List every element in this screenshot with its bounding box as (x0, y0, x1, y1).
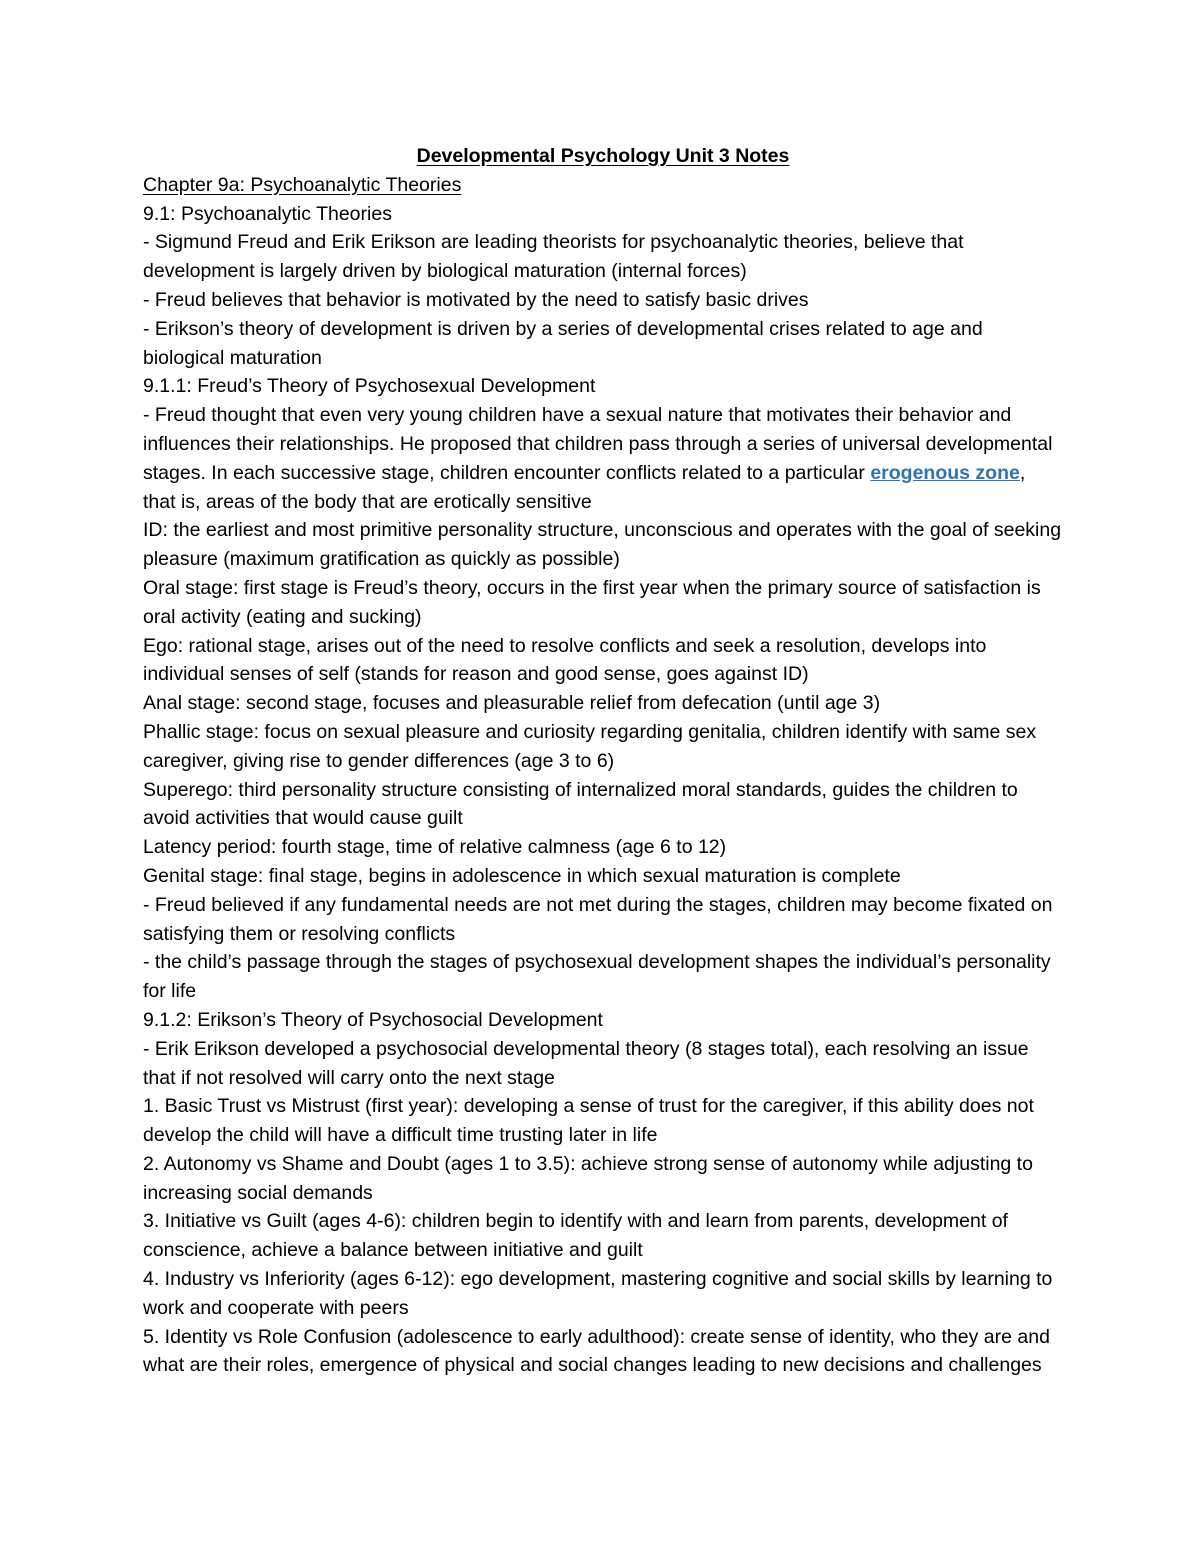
list-item: 5. Identity vs Role Confusion (adolescence to early adulthood): create sense of identity, who they are and what are their roles, emergence of physical and social changes leading to new decisions and challenges (143, 1325, 1050, 1377)
paragraph: - Freud believed if any fundamental needs are not met during the stages, children may become fixated on satisfying them or resolving conflicts (143, 893, 1053, 945)
paragraph: Genital stage: final stage, begins in adolescence in which sexual maturation is complete (143, 864, 901, 887)
paragraph: - Erikson’s theory of development is driven by a series of developmental crises related to age and biological maturation (143, 317, 983, 369)
list-item: 1. Basic Trust vs Mistrust (first year): developing a sense of trust for the caregiver, if this ability does not develop the child will have a difficult time trusting later in life (143, 1095, 1034, 1147)
chapter-heading: Chapter 9a: Psychoanalytic Theories (143, 173, 462, 196)
section-heading: 9.1.2: Erikson’s Theory of Psychosocial Development (143, 1008, 603, 1031)
paragraph: Phallic stage: focus on sexual pleasure and curiosity regarding genitalia, children identify with same sex caregiver, giving rise to gender differences (age 3 to 6) (143, 720, 1037, 772)
paragraph: Superego: third personality structure consisting of internalized moral standards, guides the children to avoid activities that would cause guilt (143, 778, 1018, 830)
paragraph: - the child’s passage through the stages of psychosexual development shapes the individual’s personality for life (143, 951, 1051, 1003)
paragraph: - Freud believes that behavior is motivated by the need to satisfy basic drives (143, 288, 809, 311)
paragraph: Anal stage: second stage, focuses and pleasurable relief from defecation (until age 3) (143, 692, 881, 715)
list-item: 3. Initiative vs Guilt (ages 4-6): children begin to identify with and learn from parents, development of conscience, achieve a balance between initiative and guilt (143, 1210, 1008, 1262)
document-page (143, 142, 1063, 1380)
paragraph: - Erik Erikson developed a psychosocial developmental theory (8 stages total), each resolving an issue that if not resolved will carry onto the next stage (143, 1037, 1029, 1089)
list-item: 2. Autonomy vs Shame and Doubt (ages 1 to 3.5): achieve strong sense of autonomy while adjusting to increasing social demands (143, 1152, 1033, 1204)
paragraph: Ego: rational stage, arises out of the need to resolve conflicts and seek a resolution, develops into individual senses of self (stands for reason and good sense, goes against ID) (143, 634, 987, 686)
paragraph-with-link (143, 401, 1063, 516)
paragraph: - Sigmund Freud and Erik Erikson are leading theorists for psychoanalytic theories, believe that development is largely driven by biological maturation (internal forces) (143, 231, 964, 283)
paragraph: Latency period: fourth stage, time of relative calmness (age 6 to 12) (143, 836, 727, 859)
paragraph-text-after-link: , that is, areas of the body that are erotically sensitive (143, 461, 1026, 513)
paragraph-text-before-link: - Freud thought that even very young children have a sexual nature that motivates their behavior and influences their relationships. He proposed that children pass through a series of universal developmental stages. In each successive stage, children encounter conflicts related to a particular (143, 404, 1053, 484)
section-heading: 9.1.1: Freud’s Theory of Psychosexual Development (143, 375, 596, 398)
erogenous-zone-link[interactable]: erogenous zone (870, 461, 1020, 484)
section-heading: 9.1: Psychoanalytic Theories (143, 202, 392, 225)
document-title: Developmental Psychology Unit 3 Notes (416, 145, 790, 167)
list-item: 4. Industry vs Inferiority (ages 6-12): ego development, mastering cognitive and social skills by learning to work and cooperate with peers (143, 1268, 1053, 1319)
paragraph: Oral stage: first stage is Freud’s theory, occurs in the first year when the primary source of satisfaction is oral activity (eating and sucking) (143, 576, 1041, 628)
paragraph: ID: the earliest and most primitive personality structure, unconscious and operates with the goal of seeking pleasure (maximum gratification as quickly as possible) (143, 519, 1062, 571)
